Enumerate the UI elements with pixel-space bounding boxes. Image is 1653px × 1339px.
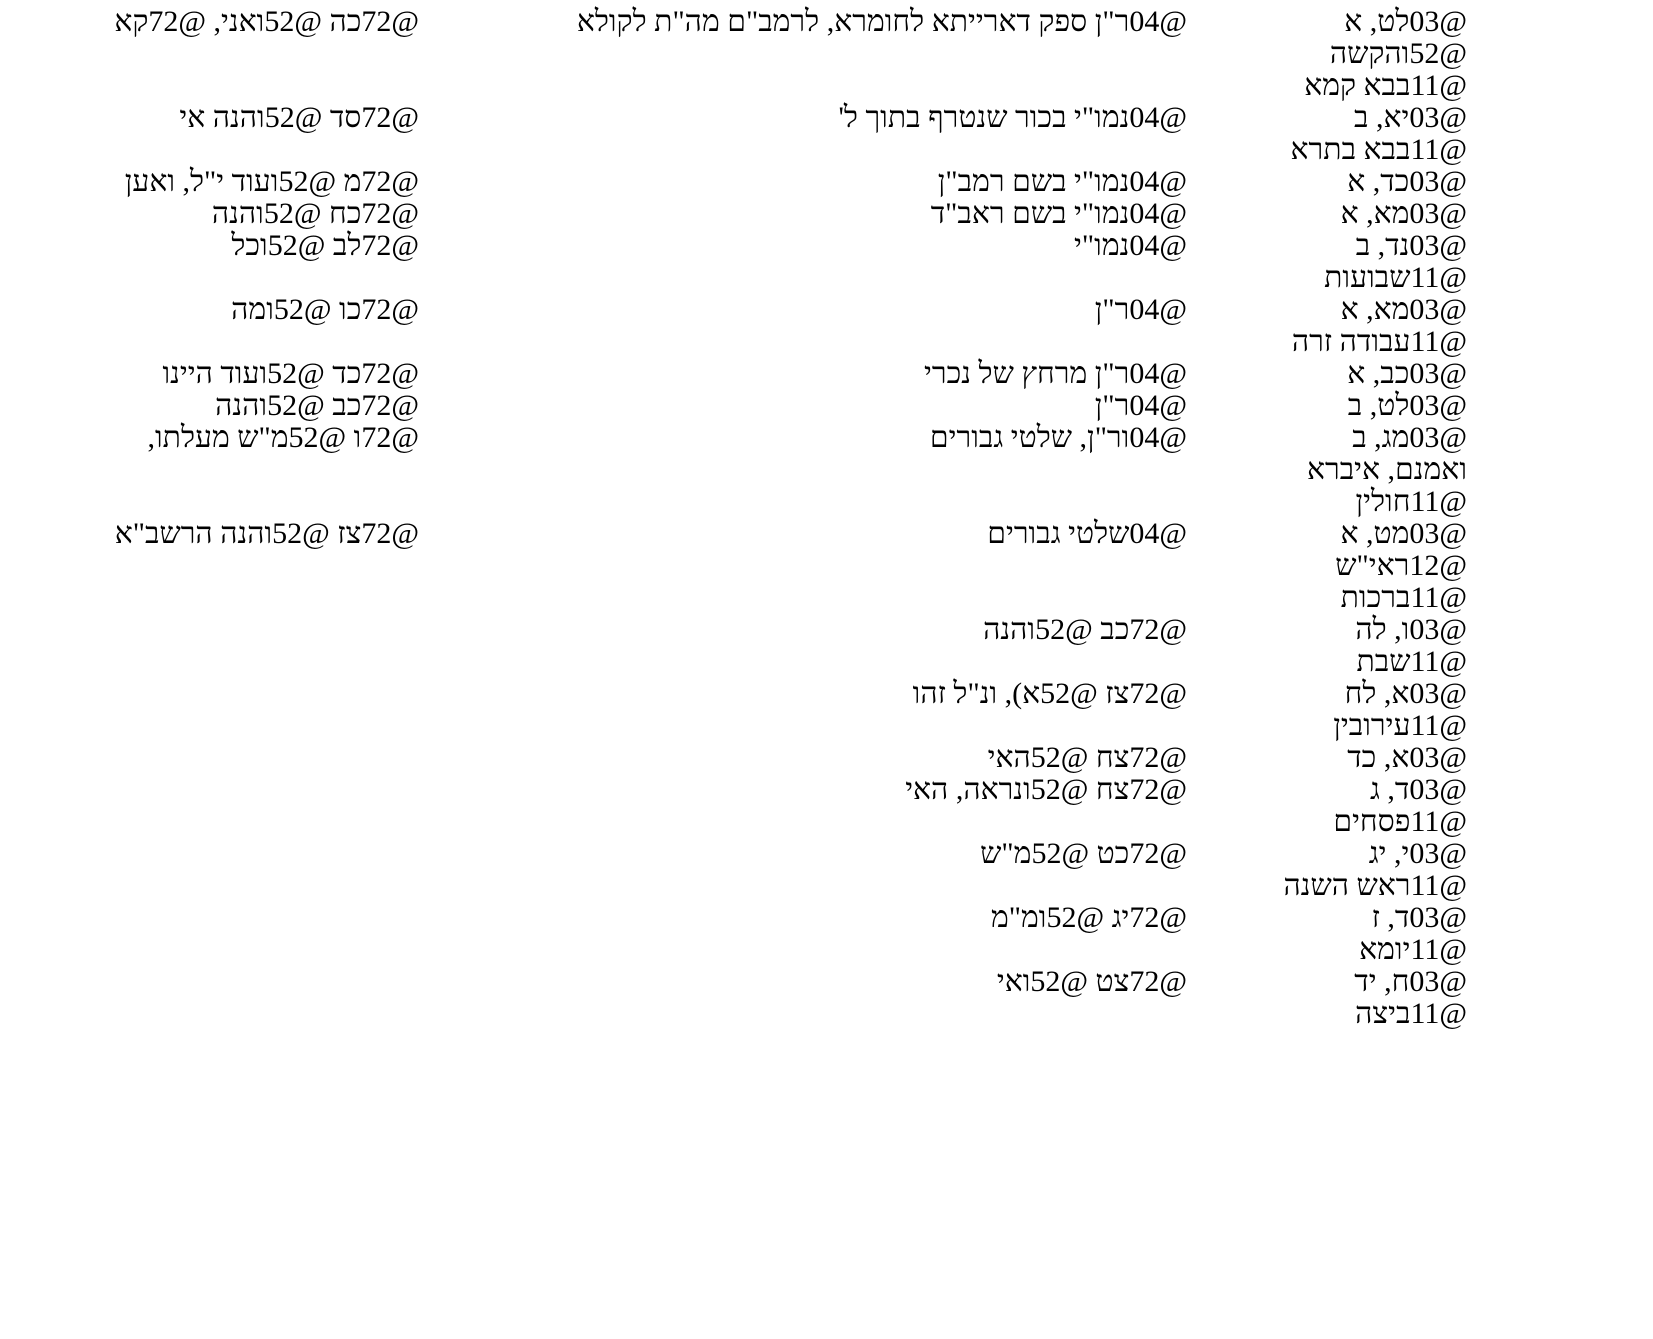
- note-cell: @72ו @52מ"ש מעלתו,: [147, 421, 419, 454]
- table-row: [0, 774, 1653, 806]
- reference-cell: @11שבת: [1356, 645, 1467, 678]
- table-row: [0, 870, 1653, 902]
- reference-cell: @03א, כד: [1347, 741, 1467, 774]
- commentary-cell: @04ור"ן, שלטי גבורים: [929, 421, 1187, 454]
- table-row: [0, 166, 1653, 198]
- note-cell: @72כה @52ואני, @72קא: [114, 5, 419, 38]
- note-cell: @72כו @52ומה: [231, 293, 419, 326]
- commentary-cell: @04נמו"י: [1074, 229, 1187, 262]
- reference-cell: @11ביצה: [1355, 997, 1467, 1030]
- reference-cell: @03ד, ג: [1370, 773, 1467, 806]
- reference-cell: @11ראש השנה: [1283, 869, 1467, 902]
- commentary-cell: @72צח @52האי: [987, 741, 1187, 774]
- reference-cell: @03י, יג: [1368, 837, 1467, 870]
- commentary-cell: @72כב @52והנה: [983, 613, 1187, 646]
- commentary-cell: @04נמו"י בשם רמב"ן: [937, 165, 1187, 198]
- table-row: [0, 134, 1653, 166]
- reference-cell: @11שבועות: [1324, 261, 1467, 294]
- table-row: [0, 678, 1653, 710]
- reference-cell: @52והקשה: [1329, 37, 1467, 70]
- table-row: [0, 582, 1653, 614]
- reference-cell: @11עבודה זרה: [1291, 325, 1467, 358]
- commentary-cell: @04ר"ן ספק דארייתא לחומרא, לרמב"ם מה"ת לקולא: [576, 5, 1187, 38]
- commentary-cell: @04נמו"י בשם ראב"ד: [930, 197, 1187, 230]
- note-cell: @72צז @52והנה הרשב"א: [114, 517, 419, 550]
- table-row: [0, 550, 1653, 582]
- table-row: [0, 230, 1653, 262]
- reference-cell: @03ח, יד: [1354, 965, 1467, 998]
- note-cell: @72מ @52ועוד י"ל, ואען: [124, 165, 419, 198]
- commentary-cell: @72כט @52מ"ש: [980, 837, 1187, 870]
- reference-cell: @11ברכות: [1340, 581, 1467, 614]
- table-row: [0, 294, 1653, 326]
- table-row: [0, 998, 1653, 1030]
- reference-cell: @11בבא קמא: [1304, 69, 1467, 102]
- commentary-cell: @04ר"ן: [1094, 389, 1187, 422]
- table-row: [0, 358, 1653, 390]
- commentary-cell: @04ר"ן: [1094, 293, 1187, 326]
- note-cell: @72כב @52והנה: [215, 389, 419, 422]
- table-row: [0, 6, 1653, 38]
- reference-cell: ואמנם, איברא: [1306, 453, 1467, 486]
- reference-cell: @11עירובין: [1333, 709, 1467, 742]
- note-cell: @72כח @52והנה: [211, 197, 419, 230]
- reference-cell: @03מא, א: [1340, 197, 1467, 230]
- reference-cell: @03לט, א: [1344, 5, 1467, 38]
- table-row: [0, 614, 1653, 646]
- reference-cell: @03לט, ב: [1347, 389, 1467, 422]
- commentary-cell: @04ר"ן מרחץ של נכרי: [924, 357, 1187, 390]
- reference-cell: @11פסחים: [1333, 805, 1467, 838]
- table-row: [0, 70, 1653, 102]
- table-row: [0, 262, 1653, 294]
- note-cell: @72כד @52ועוד היינו: [162, 357, 419, 390]
- reference-cell: @11יומא: [1359, 933, 1467, 966]
- reference-cell: @03א, לח: [1344, 677, 1467, 710]
- reference-cell: @03נד, ב: [1355, 229, 1467, 262]
- note-cell: @72סד @52והנה אי: [179, 101, 419, 134]
- table-row: [0, 326, 1653, 358]
- table-row: [0, 838, 1653, 870]
- reference-cell: @03כד, א: [1347, 165, 1467, 198]
- table-row: [0, 102, 1653, 134]
- commentary-cell: @72צח @52ונראה, האי: [905, 773, 1187, 806]
- reference-cell: @03מא, א: [1340, 293, 1467, 326]
- note-cell: @72לב @52וכל: [231, 229, 419, 262]
- table-row: [0, 710, 1653, 742]
- commentary-cell: @04שלטי גבורים: [987, 517, 1187, 550]
- table-row: [0, 902, 1653, 934]
- table-row: [0, 422, 1653, 454]
- table-row: [0, 966, 1653, 998]
- table-row: [0, 742, 1653, 774]
- reference-cell: @11חולין: [1355, 485, 1467, 518]
- commentary-cell: @72צט @52ואי: [996, 965, 1187, 998]
- table-row: [0, 486, 1653, 518]
- reference-cell: @12ראי"ש: [1335, 549, 1467, 582]
- table-row: [0, 806, 1653, 838]
- reference-cell: @03מג, ב: [1352, 421, 1467, 454]
- commentary-cell: @04נמו"י בכור שנטרף בתוך ל': [838, 101, 1187, 134]
- table-row: [0, 198, 1653, 230]
- table-row: [0, 518, 1653, 550]
- commentary-cell: @72יג @52ומ"מ: [990, 901, 1187, 934]
- commentary-cell: @72צז @52א), ונ"ל זהו: [912, 677, 1187, 710]
- reference-cell: @03יא, ב: [1354, 101, 1467, 134]
- table-row: [0, 646, 1653, 678]
- table-row: [0, 390, 1653, 422]
- reference-cell: @03ד, ז: [1371, 901, 1467, 934]
- table-row: [0, 38, 1653, 70]
- table-row: [0, 454, 1653, 486]
- reference-cell: @03ו, לה: [1355, 613, 1467, 646]
- table-row: [0, 934, 1653, 966]
- reference-cell: @03מט, א: [1340, 517, 1467, 550]
- reference-cell: @03כב, א: [1347, 357, 1467, 390]
- reference-cell: @11בבא בתרא: [1290, 133, 1467, 166]
